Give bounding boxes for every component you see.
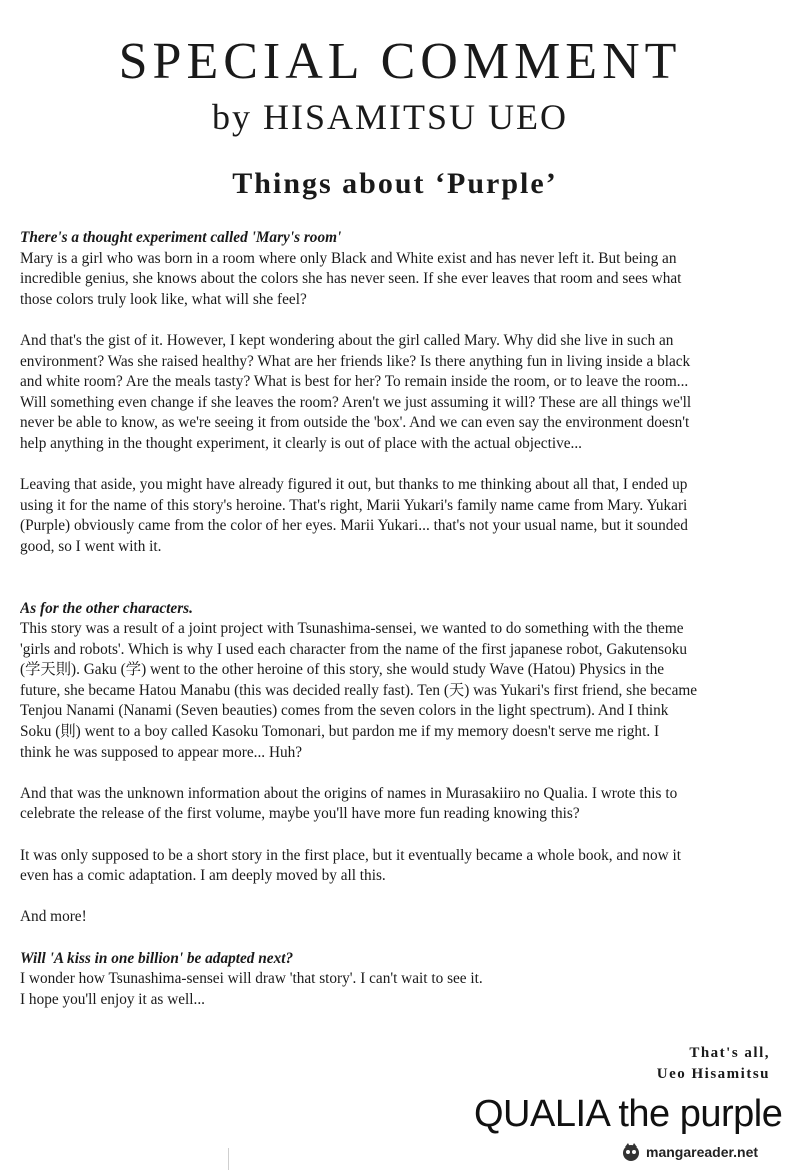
body-line: even has a comic adaptation. I am deeply moved by all this. — [20, 867, 386, 885]
body-line: I wonder how Tsunashima-sensei will draw 'that story'. I can't wait to see it. — [20, 970, 483, 988]
signature-line-1: That's all, — [689, 1045, 770, 1061]
body-line: Tenjou Nanami (Nanami (Seven beauties) comes from the seven colors in the light spectrum). And I think — [20, 702, 669, 720]
body-line: future, she became Hatou Manabu (this was decided really fast). Ten (天) was Yukari's first friend, she became — [20, 681, 698, 699]
body-line: (学天則). Gaku (学) went to the other heroine of this story, she would study Wave (Hatou) Physics in the — [20, 661, 665, 679]
body-line: environment? Was she raised healthy? What are her friends like? Is there anything fun in living inside a black — [20, 352, 691, 370]
body-line: and white room? Are the meals tasty? What is best for her? To remain inside the room, or to leave the room... — [20, 373, 689, 391]
body-line: Leaving that aside, you might have already figured it out, but thanks to me thinking about all that, I ended up — [20, 476, 688, 494]
paragraph-gap — [20, 887, 785, 908]
body-line: Will something even change if she leaves the room? Aren't we just assuming it will? These are all things we'll — [20, 393, 692, 411]
comment-body — [20, 228, 785, 1010]
body-line: incredible genius, she knows about the colors she has never seen. If she ever leaves that room and sees what — [20, 270, 682, 288]
paragraph-gap — [20, 310, 785, 331]
body-line: using it for the name of this story's heroine. That's right, Marii Yukari's family name came from Mary. Yukari — [20, 496, 688, 514]
paragraph-gap — [20, 928, 785, 949]
body-line: And more! — [20, 908, 87, 926]
body-line: I hope you'll enjoy it as well... — [20, 990, 206, 1008]
body-line: Mary is a girl who was born in a room where only Black and White exist and has never left it. But being an — [20, 249, 677, 267]
body-line: help anything in the thought experiment, it clearly is out of place with the actual objective... — [20, 434, 582, 452]
body-line: It was only supposed to be a short story in the first place, but it eventually became a whole book, and now it — [20, 846, 682, 864]
body-line: 'girls and robots'. Which is why I used each character from the name of the first japanese robot, Gakutensoku — [20, 640, 688, 658]
section-heading: As for the other characters. — [20, 599, 193, 617]
section-gap — [20, 558, 785, 599]
mascot-icon — [620, 1141, 642, 1163]
body-line: And that's the gist of it. However, I kept wondering about the girl called Mary. Why did she live in such an — [20, 331, 674, 349]
section-heading: Will 'A kiss in one billion' be adapted next? — [20, 949, 294, 967]
watermark-text: mangareader.net — [646, 1144, 759, 1160]
body-line: (Purple) obviously came from the color of her eyes. Marii Yukari... that's not your usual name, but it sounded — [20, 517, 688, 535]
body-line: think he was supposed to appear more... Huh? — [20, 743, 303, 761]
paragraph-gap — [20, 825, 785, 846]
body-line: And that was the unknown information about the origins of names in Murasakiiro no Qualia. I wrote this to — [20, 784, 678, 802]
body-line: celebrate the release of the first volume, maybe you'll have more fun reading knowing this? — [20, 805, 580, 823]
body-line: those colors truly look like, what will she feel? — [20, 290, 307, 308]
paragraph-gap — [20, 455, 785, 476]
scan-speck — [228, 1148, 229, 1170]
paragraph-gap — [20, 763, 785, 784]
section-subtitle: Things about ‘Purple’ — [232, 167, 558, 200]
body-line: This story was a result of a joint project with Tsunashima-sensei, we wanted to do something with the theme — [20, 620, 684, 638]
page-title: SPECIAL COMMENT — [118, 33, 682, 90]
section-heading: There's a thought experiment called 'Mary's room' — [20, 229, 342, 246]
series-logo: QUALIA the purple — [474, 1093, 783, 1135]
body-line: Soku (則) went to a boy called Kasoku Tomonari, but pardon me if my memory doesn't serve me right. I — [20, 723, 660, 741]
body-line: good, so I went with it. — [20, 537, 162, 555]
site-watermark — [620, 1140, 796, 1164]
body-line: never be able to know, as we're seeing it from outside the 'box'. And we can even say the environment doesn't — [20, 414, 690, 432]
signature-line-2: Ueo Hisamitsu — [656, 1066, 770, 1082]
author-byline: by HISAMITSU UEO — [212, 97, 568, 137]
